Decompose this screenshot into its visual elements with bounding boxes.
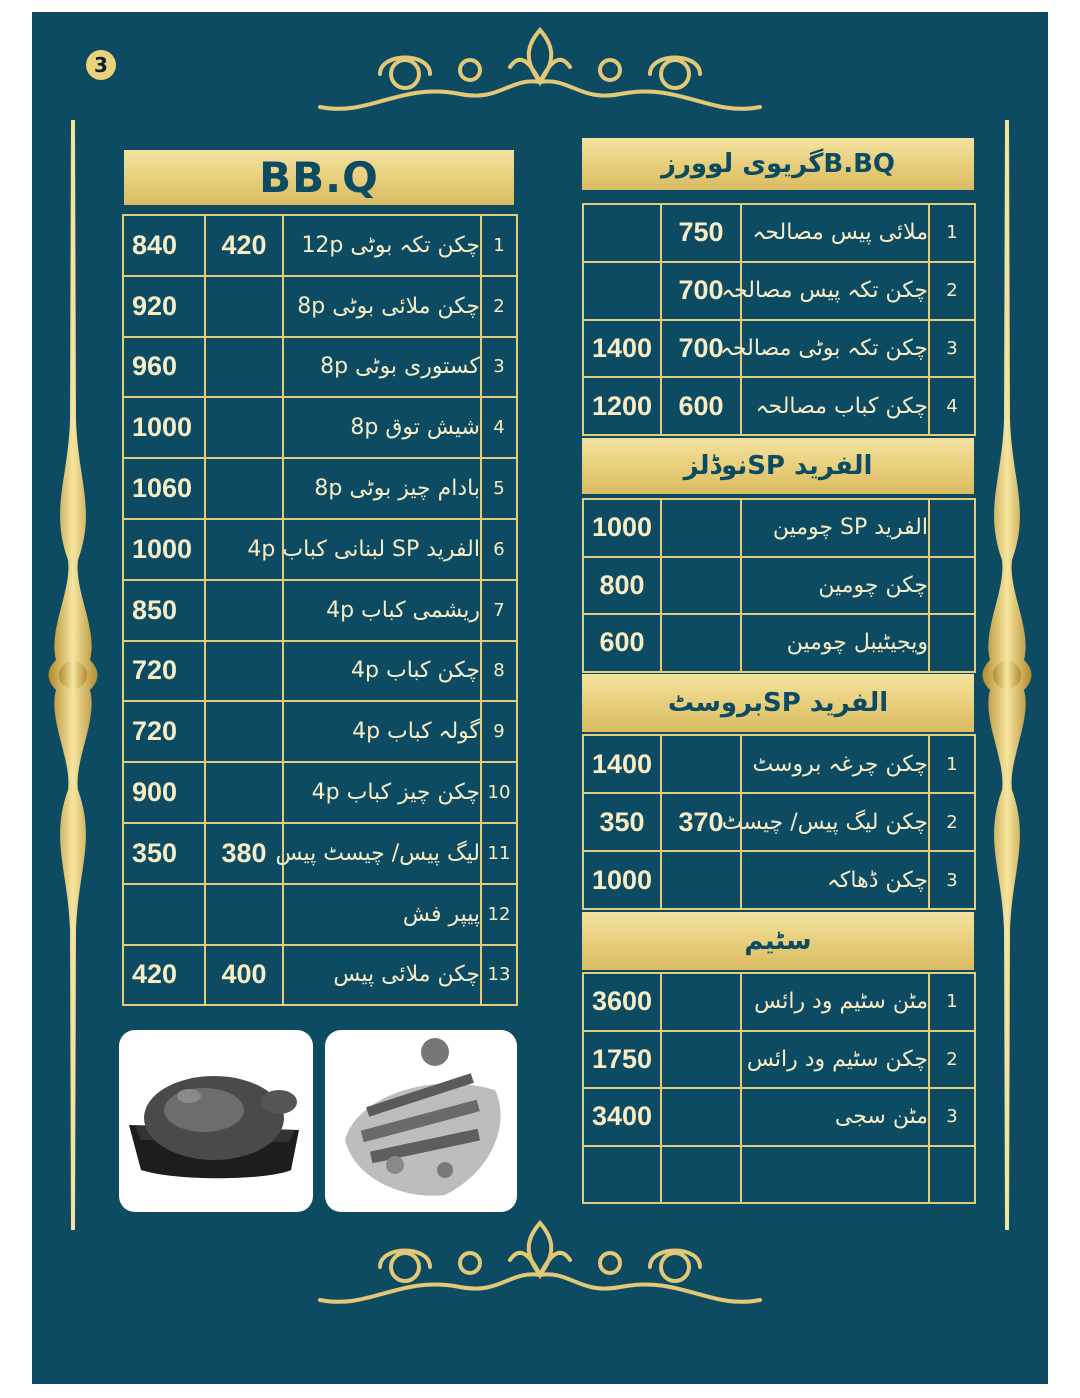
menu-row xyxy=(583,851,975,909)
steam-header: سٹیم xyxy=(582,912,974,970)
item-number: 4 xyxy=(929,377,975,435)
price-large: 600 xyxy=(583,614,661,672)
price-large: 1060 xyxy=(123,458,205,519)
item-number: 2 xyxy=(929,793,975,851)
item-number: 11 xyxy=(481,823,517,884)
bottom-ornament-icon xyxy=(310,1215,770,1315)
menu-row xyxy=(123,762,517,823)
left-pillar-ornament-icon xyxy=(38,120,108,1230)
item-name: چکن کباب 4p xyxy=(283,641,481,702)
item-number: 6 xyxy=(481,519,517,580)
item-number: 10 xyxy=(481,762,517,823)
item-name: چکن چرغہ بروسٹ xyxy=(741,735,929,793)
price-large: 1000 xyxy=(583,499,661,557)
noodles-header: الفرید SPنوڈلز xyxy=(582,438,974,494)
price-small xyxy=(661,614,741,672)
price-small xyxy=(205,701,283,762)
menu-row xyxy=(123,397,517,458)
price-large: 900 xyxy=(123,762,205,823)
price-small xyxy=(205,641,283,702)
price-large: 3400 xyxy=(583,1088,661,1146)
price-large: 960 xyxy=(123,337,205,398)
item-name: چکن ملائی بوٹی 8p xyxy=(283,276,481,337)
price-large: 350 xyxy=(123,823,205,884)
price-small xyxy=(661,735,741,793)
item-number xyxy=(929,1146,975,1204)
price-small: 600 xyxy=(661,377,741,435)
gravy-lovers-header: B.BQگریوی لوورز xyxy=(582,138,974,190)
price-small xyxy=(661,499,741,557)
item-number: 3 xyxy=(481,337,517,398)
item-number: 5 xyxy=(481,458,517,519)
item-name: چکن تکہ بوٹی 12p xyxy=(283,215,481,276)
item-number: 1 xyxy=(929,735,975,793)
item-name: گولہ کباب 4p xyxy=(283,701,481,762)
menu-row xyxy=(123,884,517,945)
item-number: 3 xyxy=(929,851,975,909)
menu-row xyxy=(583,614,975,672)
item-number: 9 xyxy=(481,701,517,762)
price-large: 720 xyxy=(123,641,205,702)
page-number-badge: 3 xyxy=(86,50,116,80)
price-small xyxy=(661,557,741,615)
menu-row xyxy=(583,499,975,557)
price-small xyxy=(205,458,283,519)
item-number: 1 xyxy=(929,973,975,1031)
price-large xyxy=(583,1146,661,1204)
menu-row xyxy=(583,377,975,435)
price-small: 370 xyxy=(661,793,741,851)
menu-row xyxy=(123,519,517,580)
price-large: 720 xyxy=(123,701,205,762)
price-large: 850 xyxy=(123,580,205,641)
item-name: چکن تکہ بوٹی مصالحہ xyxy=(741,320,929,378)
item-name: چکن ملائی پیس xyxy=(283,945,481,1006)
item-name: الفرید SP چومین xyxy=(741,499,929,557)
menu-row xyxy=(123,458,517,519)
price-small xyxy=(661,973,741,1031)
broast-header: الفرید SPبروسٹ xyxy=(582,674,974,732)
item-name: الفرید SP لبنانی کباب 4p xyxy=(283,519,481,580)
item-number: 3 xyxy=(929,1088,975,1146)
gravy-lovers-table xyxy=(582,203,976,436)
price-large: 3600 xyxy=(583,973,661,1031)
menu-row xyxy=(583,1146,975,1204)
item-number xyxy=(929,499,975,557)
item-number: 8 xyxy=(481,641,517,702)
price-large: 1000 xyxy=(123,519,205,580)
price-small: 420 xyxy=(205,215,283,276)
menu-row xyxy=(583,973,975,1031)
steam-table xyxy=(582,972,976,1204)
item-number: 2 xyxy=(929,1031,975,1089)
price-large: 920 xyxy=(123,276,205,337)
menu-row xyxy=(123,337,517,398)
item-number xyxy=(929,614,975,672)
price-large: 840 xyxy=(123,215,205,276)
item-name xyxy=(741,1146,929,1204)
item-name: چکن ڈھاکہ xyxy=(741,851,929,909)
item-name: پیپر فش xyxy=(283,884,481,945)
price-small xyxy=(661,1088,741,1146)
menu-row xyxy=(583,320,975,378)
item-number: 2 xyxy=(481,276,517,337)
menu-row xyxy=(123,945,517,1006)
menu-row xyxy=(583,793,975,851)
item-name: مٹن سٹیم ود رائس xyxy=(741,973,929,1031)
item-name: چکن کباب مصالحہ xyxy=(741,377,929,435)
price-large: 1200 xyxy=(583,377,661,435)
item-number: 12 xyxy=(481,884,517,945)
price-small: 700 xyxy=(661,262,741,320)
price-large xyxy=(583,204,661,262)
price-large: 1400 xyxy=(583,320,661,378)
item-name: ریشمی کباب 4p xyxy=(283,580,481,641)
price-small xyxy=(661,1031,741,1089)
top-ornament-icon xyxy=(310,22,770,122)
price-small: 380 xyxy=(205,823,283,884)
item-name: کستوری بوٹی 8p xyxy=(283,337,481,398)
price-small: 750 xyxy=(661,204,741,262)
bbq-table xyxy=(122,214,518,1006)
roast-chicken-photo xyxy=(119,1030,313,1212)
item-name: شیش توق 8p xyxy=(283,397,481,458)
price-large xyxy=(123,884,205,945)
item-name: چکن تکہ پیس مصالحہ xyxy=(741,262,929,320)
right-pillar-ornament-icon xyxy=(972,120,1042,1230)
item-number: 1 xyxy=(929,204,975,262)
menu-row xyxy=(583,204,975,262)
price-large xyxy=(583,262,661,320)
price-small xyxy=(205,580,283,641)
menu-row xyxy=(583,1088,975,1146)
price-small xyxy=(205,276,283,337)
menu-row xyxy=(123,215,517,276)
menu-row xyxy=(123,701,517,762)
noodles-table xyxy=(582,498,976,673)
kebab-platter-photo xyxy=(325,1030,517,1212)
price-large: 420 xyxy=(123,945,205,1006)
item-name: چکن چیز کباب 4p xyxy=(283,762,481,823)
price-large: 1000 xyxy=(123,397,205,458)
price-small xyxy=(205,397,283,458)
item-name: ملائی پیس مصالحہ xyxy=(741,204,929,262)
menu-row xyxy=(123,276,517,337)
price-small xyxy=(205,762,283,823)
price-large: 1750 xyxy=(583,1031,661,1089)
menu-row xyxy=(583,1031,975,1089)
price-small xyxy=(661,1146,741,1204)
bbq-header: BB.Q xyxy=(124,150,514,205)
item-number xyxy=(929,557,975,615)
item-number: 2 xyxy=(929,262,975,320)
item-number: 4 xyxy=(481,397,517,458)
item-name: چکن چومین xyxy=(741,557,929,615)
price-large: 1400 xyxy=(583,735,661,793)
item-name: بادام چیز بوٹی 8p xyxy=(283,458,481,519)
menu-row xyxy=(583,262,975,320)
menu-row xyxy=(583,735,975,793)
price-large: 1000 xyxy=(583,851,661,909)
item-number: 1 xyxy=(481,215,517,276)
item-number: 3 xyxy=(929,320,975,378)
price-small: 400 xyxy=(205,945,283,1006)
price-small xyxy=(205,337,283,398)
item-name: ویجیٹیبل چومین xyxy=(741,614,929,672)
price-large: 350 xyxy=(583,793,661,851)
menu-row xyxy=(123,641,517,702)
item-name: مٹن سجی xyxy=(741,1088,929,1146)
price-small xyxy=(661,851,741,909)
price-small: 700 xyxy=(661,320,741,378)
price-large: 800 xyxy=(583,557,661,615)
menu-row xyxy=(123,823,517,884)
broast-table xyxy=(582,734,976,910)
item-name: چکن سٹیم ود رائس xyxy=(741,1031,929,1089)
item-name: چکن لیگ پیس/ چیسٹ xyxy=(741,793,929,851)
item-number: 13 xyxy=(481,945,517,1006)
item-name: لیگ پیس/ چیسٹ پیس xyxy=(283,823,481,884)
menu-row xyxy=(123,580,517,641)
item-number: 7 xyxy=(481,580,517,641)
price-small xyxy=(205,884,283,945)
menu-row xyxy=(583,557,975,615)
